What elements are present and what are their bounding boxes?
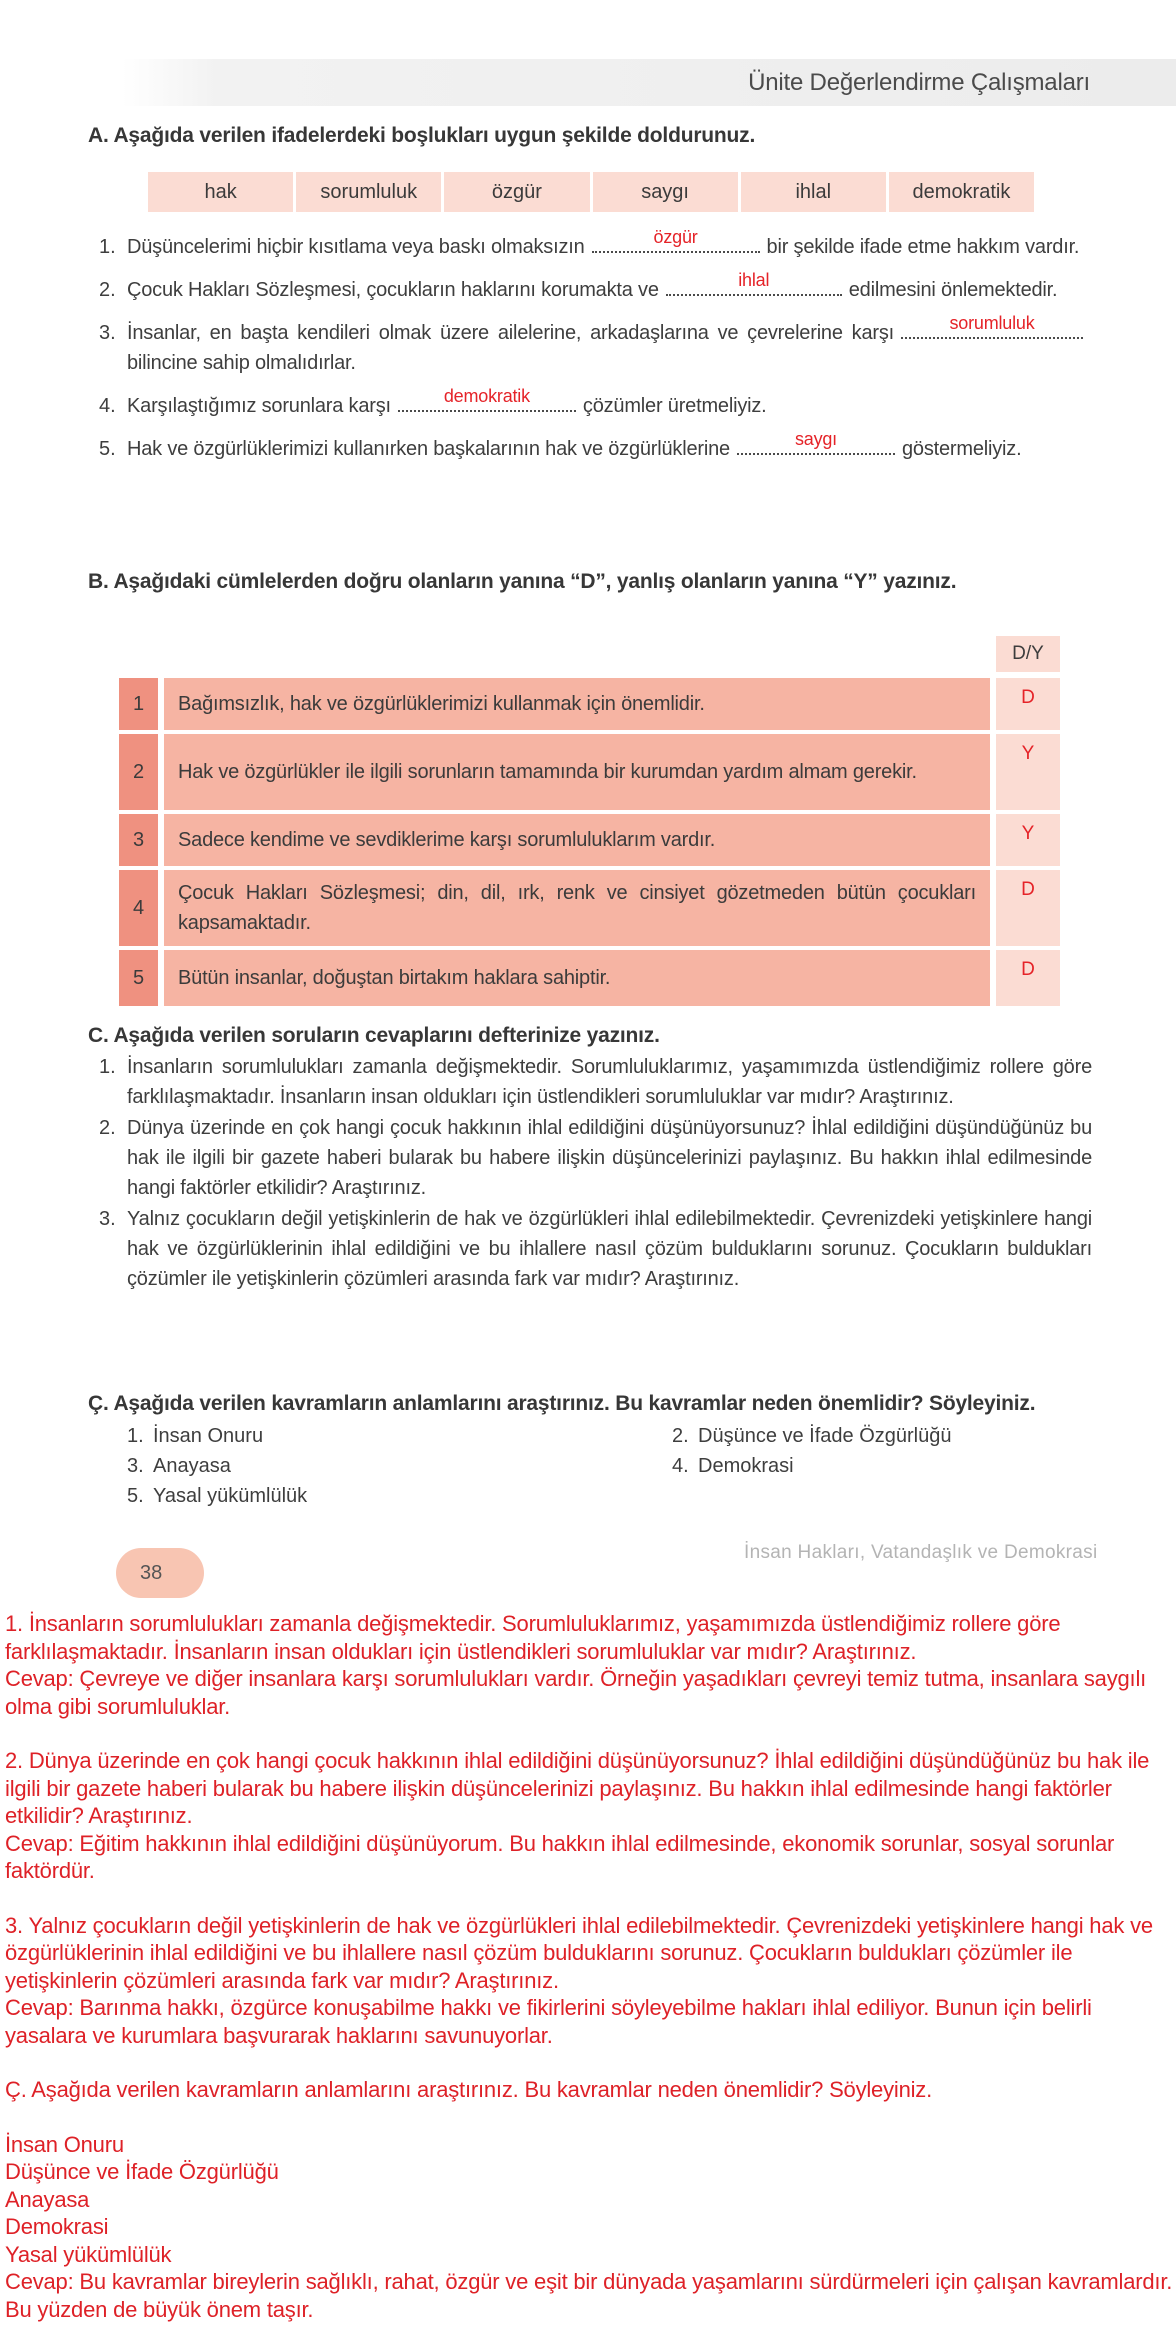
row-number-cell: 3 [119, 814, 158, 866]
answer-concept: İnsan Onuru [5, 2131, 124, 2157]
row-number-cell: 2 [119, 734, 158, 810]
item-number: 3. [99, 322, 116, 344]
fill-in-item-4 [88, 386, 1090, 421]
section-b-heading: B. Aşağıdaki cümlelerden doğru olanların yanına “D”, yanlış olanların yanına “Y” yazınız. [88, 570, 957, 593]
fill-in-item-5 [88, 429, 1090, 464]
item-number: 4. [99, 395, 116, 417]
fill-in-items [88, 227, 1090, 477]
item-text-pre: Çocuk Hakları Sözleşmesi, çocukların haklarını korumakta ve [127, 279, 659, 301]
item-number: 5. [99, 438, 116, 460]
answer-text: Cevap: Çevreye ve diğer insanlara karşı sorumlulukları vardır. Örneğin yaşadıkları çevreyi temiz tutma, insanlara saygılı olma gibi sorumluluklar. [5, 1666, 1147, 1719]
handwritten-answer: özgür [653, 227, 698, 247]
concept-number: 1. [127, 1425, 144, 1447]
answer-question: 3. Yalnız çocukların değil yetişkinlerin de hak ve özgürlükleri ihlal edilebilmektedir. Çevrenizdeki yetişkinlere hangi hak ve özgürlüklerinin ihlal edildiğini ve bu ihlallere nasıl çözüm bulduklarını sorunuz. Çocukların buldukları çözümler ile yetişkinlerin çözümleri arasında fark var mıdır? Araştırınız. [5, 1912, 1153, 1993]
row-answer-cell: D [996, 678, 1060, 730]
unit-header-bar [122, 59, 1176, 106]
table-row [119, 734, 1060, 810]
row-number-cell: 4 [119, 870, 158, 946]
concept-label: İnsan Onuru [153, 1425, 264, 1447]
item-text-post: göstermeliyiz. [901, 438, 1022, 460]
fill-in-item-3 [88, 313, 1090, 378]
answer-concept: Anayasa [5, 2186, 90, 2212]
item-text-post: edilmesini önlemektedir. [848, 279, 1058, 301]
question-item-2 [88, 1113, 1092, 1203]
item-text-post: çözümler üretmeliyiz. [582, 395, 767, 417]
item-number: 1. [99, 1056, 116, 1078]
section-b [88, 566, 1092, 597]
word-bank [148, 172, 1034, 212]
answer-block-1 [5, 1610, 1173, 1720]
table-row [119, 950, 1060, 1006]
item-text-post: bir şekilde ifade etme hakkım vardır. [766, 236, 1080, 258]
item-text [127, 429, 1090, 464]
answer-cc-heading: Ç. Aşağıda verilen kavramların anlamlarını araştırınız. Bu kavramlar neden önemlidir? Söyleyiniz. [5, 2077, 933, 2102]
question-item-1 [88, 1052, 1092, 1112]
row-answer-cell: D [996, 870, 1060, 946]
concept-item [127, 1451, 672, 1481]
table-row [119, 870, 1060, 946]
handwritten-answer: demokratik [443, 386, 530, 406]
row-answer-cell: D [996, 950, 1060, 1006]
item-number: 2. [99, 1117, 116, 1139]
word-bank-cell: saygı [593, 172, 738, 212]
fill-blank [592, 227, 760, 253]
fill-blank [737, 429, 895, 455]
item-text-pre: Karşılaştığımız sorunlara karşı [127, 395, 391, 417]
concept-item [127, 1481, 672, 1511]
dy-column-header: D/Y [996, 636, 1060, 672]
item-text [127, 386, 1090, 421]
word-bank-cell: demokratik [889, 172, 1034, 212]
answer-text: Cevap: Eğitim hakkının ihlal edildiğini düşünüyorum. Bu hakkın ihlal edilmesinde, ekonomik sorunlar, sosyal sorunlar faktördür. [5, 1830, 1115, 1883]
handwritten-answer: sorumluluk [949, 313, 1035, 333]
answer-block-3 [5, 1912, 1173, 2050]
row-answer-cell: Y [996, 734, 1060, 810]
item-text-pre: Hak ve özgürlüklerimizi kullanırken başkalarının hak ve özgürlüklerine [127, 438, 730, 460]
book-title-footer: İnsan Hakları, Vatandaşlık ve Demokrasi [744, 1542, 1098, 1563]
answer-key-section [5, 1610, 1173, 2323]
question-text: Yalnız çocukların değil yetişkinlerin de hak ve özgürlükleri ihlal edilebilmektedir. Çevrenizdeki yetişkinlere hangi hak ve özgürlüklerinin ihlal edildiğini ve bu ihlallere nasıl çözüm bulduklarını sorunuz. Çocukların buldukları çözümler ile yetişkinlerin çözümleri arasında fark var mıdır? Araştırınız. [127, 1208, 1092, 1290]
answer-block-4-concepts [5, 2131, 1173, 2324]
answer-block-4-heading [5, 2076, 1173, 2104]
concept-list [127, 1421, 1092, 1511]
row-number-cell: 1 [119, 678, 158, 730]
concept-label: Demokrasi [698, 1455, 794, 1477]
item-text-pre: Düşüncelerimi hiçbir kısıtlama veya baskı olmaksızın [127, 236, 585, 258]
section-cc-heading: Ç. Aşağıda verilen kavramların anlamlarını araştırınız. Bu kavramlar neden önemlidir? Söyleyiniz. [88, 1392, 1036, 1415]
concept-number: 2. [672, 1425, 689, 1447]
row-statement-text: Sadece kendime ve sevdiklerime karşı sorumluluklarım vardır. [178, 829, 716, 851]
row-statement-text: Hak ve özgürlükler ile ilgili sorunların tamamında bir kurumdan yardım almam gerekir. [178, 761, 917, 783]
section-cc [88, 1388, 1092, 1511]
item-text-post: bilincine sahip olmalıdırlar. [127, 352, 356, 374]
word-bank-cell: sorumluluk [296, 172, 441, 212]
fill-blank [666, 270, 842, 296]
row-statement-text: Çocuk Hakları Sözleşmesi; din, dil, ırk, renk ve cinsiyet gözetmeden bütün çocukları kapsamaktadır. [178, 882, 976, 934]
fill-in-item-1 [88, 227, 1090, 262]
item-number: 1. [99, 236, 116, 258]
fill-blank [398, 386, 576, 412]
answer-question: 1. İnsanların sorumlulukları zamanla değişmektedir. Sorumluluklarımız, yaşamımızda üstlendiğimiz rollere göre farklılaşmaktadır. İnsanların insan oldukları için üstlendikleri sorumluluklar var mıdır? Araştırınız. [5, 1611, 1061, 1664]
handwritten-answer: saygı [794, 429, 837, 449]
row-statement-cell [164, 950, 990, 1006]
word-bank-cell: ihlal [741, 172, 886, 212]
concept-number: 3. [127, 1455, 144, 1477]
page-number: 38 [140, 1561, 163, 1584]
answer-concept: Demokrasi [5, 2214, 109, 2239]
concept-label: Düşünce ve İfade Özgürlüğü [698, 1425, 952, 1447]
true-false-table [119, 678, 1060, 1010]
word-bank-cell: hak [148, 172, 293, 212]
unit-header-title: Ünite Değerlendirme Çalışmaları [748, 69, 1090, 96]
concept-item [672, 1451, 1092, 1481]
answer-question: 2. Dünya üzerinde en çok hangi çocuk hakkının ihlal edildiğini düşünüyorsunuz? İhlal edildiğini düşündüğünüz bu hak ile ilgili bir gazete haberi bularak bu habere ilişkin düşüncelerinizi paylaşınız. Bu hakkın ihlal edilmesinde hangi faktörler etkilidir? Araştırınız. [5, 1748, 1150, 1828]
concept-item [127, 1421, 672, 1451]
concept-number: 5. [127, 1485, 144, 1507]
question-item-3 [88, 1204, 1092, 1294]
answer-concept: Yasal yükümlülük [5, 2241, 172, 2267]
row-statement-text: Bağımsızlık, hak ve özgürlüklerimizi kullanmak için önemlidir. [178, 693, 705, 715]
fill-in-item-2 [88, 270, 1090, 305]
concept-label: Yasal yükümlülük [153, 1485, 308, 1507]
question-text: Dünya üzerinde en çok hangi çocuk hakkının ihlal edildiğini düşünüyorsunuz? İhlal edildiğini düşündüğünüz bu hak ile ilgili bir gazete haberi bularak bu habere ilişkin düşüncelerinizi paylaşınız. Bu hakkın ihlal edilmesinde hangi faktörler etkilidir? Araştırınız. [127, 1117, 1092, 1199]
page-number-badge [116, 1548, 204, 1598]
item-text [127, 270, 1090, 305]
answer-block-2 [5, 1747, 1173, 1885]
word-bank-cell: özgür [444, 172, 589, 212]
section-c-heading: C. Aşağıda verilen soruların cevaplarını defterinize yazınız. [88, 1024, 660, 1047]
row-statement-cell [164, 814, 990, 866]
question-text: İnsanların sorumlulukları zamanla değişmektedir. Sorumluluklarımız, yaşamımızda üstlendiğimiz rollere göre farklılaşmaktadır. İnsanların insan oldukları için üstlendikleri sorumluluklar var mıdır? Araştırınız. [127, 1056, 1092, 1108]
section-c [88, 1020, 1092, 1294]
row-answer-cell: Y [996, 814, 1060, 866]
answer-text: Cevap: Barınma hakkı, özgürce konuşabilme hakkı ve fikirlerini söyleyebilme hakları ihlal ediliyor. Bunun için belirli yasalara ve kurumlara başvurarak haklarını savunuyorlar. [5, 1995, 1092, 2048]
answer-concept: Düşünce ve İfade Özgürlüğü [5, 2159, 279, 2184]
concept-number: 4. [672, 1455, 689, 1477]
row-statement-text: Bütün insanlar, doğuştan birtakım haklara sahiptir. [178, 967, 611, 989]
section-a [88, 120, 1092, 151]
row-number-cell: 5 [119, 950, 158, 1006]
table-row [119, 678, 1060, 730]
handwritten-answer: ihlal [738, 270, 770, 290]
fill-blank [901, 313, 1083, 339]
item-text-pre: İnsanlar, en başta kendileri olmak üzere ailelerine, arkadaşlarına ve çevrelerine karşı [127, 322, 894, 344]
row-statement-cell [164, 678, 990, 730]
item-text [127, 313, 1090, 378]
item-number: 2. [99, 279, 116, 301]
answer-text: Cevap: Bu kavramlar bireylerin sağlıklı, rahat, özgür ve eşit bir dünyada yaşamlarını sürdürmeleri için çalışan kavramlardır. Bu yüzden de büyük önem taşır. [5, 2269, 1173, 2322]
concept-item [672, 1421, 1092, 1451]
row-statement-cell [164, 734, 990, 810]
table-row [119, 814, 1060, 866]
section-a-heading: A. Aşağıda verilen ifadelerdeki boşlukları uygun şekilde doldurunuz. [88, 124, 756, 147]
item-text [127, 227, 1090, 262]
item-number: 3. [99, 1208, 116, 1230]
concept-label: Anayasa [153, 1455, 231, 1477]
row-statement-cell [164, 870, 990, 946]
